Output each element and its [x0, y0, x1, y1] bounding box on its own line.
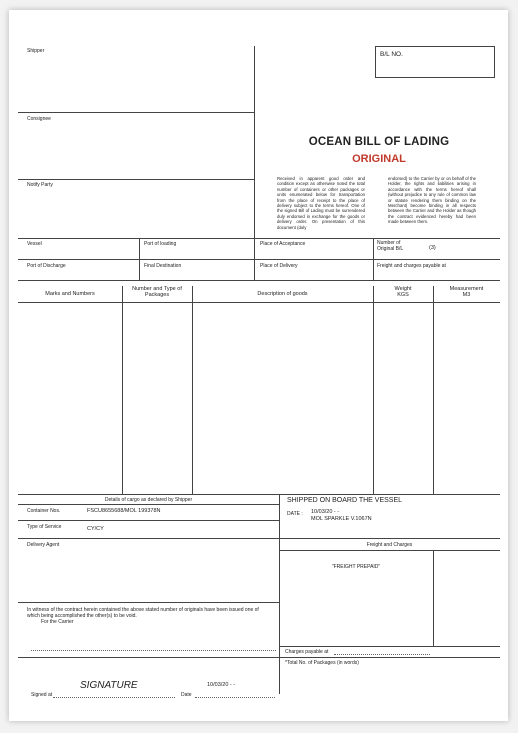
original-stamp: ORIGINAL: [352, 153, 406, 165]
col-packages-2: Packages: [144, 292, 170, 298]
footer-divider: [279, 494, 280, 694]
shipper-consignee-line: [18, 112, 254, 113]
goods-bottom-line: [18, 494, 500, 495]
number-originals-value: (3): [429, 245, 436, 251]
details-header: Details of cargo as declared by Shipper: [104, 497, 193, 503]
total-packages-label: *Total No. of Packages (in words): [285, 660, 359, 666]
carrier-dots: [31, 650, 276, 651]
board-date-label: DATE :: [287, 511, 303, 517]
service-line: [18, 538, 500, 539]
freight-charges-header: Freight and Charges: [366, 542, 413, 548]
bl-no-label: B/L NO.: [380, 51, 403, 58]
terms-right: endorsed) to the Carrier by or on behalf of the Holder, the rights and liabilities arising in accordance with the terms hereof shall (without prejudice to any rule of common law or statute rendering them binding on the Merchant) become binding in all respects between the Carrier and the Holder as though the contract evidenced hereby had been made between them.: [388, 176, 476, 225]
final-destination-label: Final Destination: [144, 263, 182, 269]
details-line: [18, 504, 279, 505]
bill-of-lading-sheet: [9, 10, 508, 721]
port-loading-label: Port of loading: [144, 241, 177, 247]
agent-line: [18, 602, 279, 603]
freight-col: [433, 550, 434, 646]
witness-line: [18, 657, 500, 658]
freight-header-line: [279, 550, 500, 551]
consignee-label: Consignee: [27, 116, 51, 122]
document-title: OCEAN BILL OF LADING: [308, 136, 450, 148]
vessel-label: Vessel: [27, 241, 42, 247]
col-measurement-2: M3: [462, 292, 471, 298]
col-description: Description of goods: [257, 291, 308, 297]
witness-line-3: For the Carrier: [41, 619, 74, 625]
sign-date-label: Date: [181, 692, 192, 698]
route-bottom-line: [18, 280, 500, 281]
col-packages-1: Number and Type of: [132, 286, 182, 292]
board-vessel-value: MOL SPARKLE V.1067N: [311, 516, 372, 522]
goods-header-line: [18, 302, 500, 303]
board-date-value: 10/03/20 - -: [311, 509, 340, 515]
port-discharge-label: Port of Discharge: [27, 263, 66, 269]
col-measurement-1: Measurement: [449, 286, 484, 292]
place-acceptance-label: Place of Acceptance: [260, 241, 306, 247]
service-type-label: Type of Service: [27, 524, 62, 530]
signed-at-dots: [53, 697, 175, 698]
col-weight-2: KGS: [397, 292, 409, 298]
route-col-3: [373, 238, 374, 280]
route-top-line: [18, 238, 500, 239]
terms-left: Received in apparent good order and condition except as otherwise noted the total number of containers or other packages or units enumerated below for transportation from the place of receipt to the place of delivery subject to the terms hereof. One of the signed Bill of Lading must be surrendered duly endorsed in exchange for the goods or delivery order. On presentation of this document (duly: [277, 176, 365, 230]
col-weight-1: Weight: [394, 286, 412, 292]
goods-col-2: [192, 286, 193, 494]
delivery-agent-label: Delivery Agent: [27, 542, 60, 548]
sign-date-value: 10/03/20 - -: [207, 682, 236, 688]
route-mid-line: [18, 259, 500, 260]
top-divider: [254, 46, 255, 248]
notify-party-label: Notify Party: [27, 182, 53, 188]
service-type-value: CY/CY: [87, 526, 104, 532]
shipped-on-board: SHIPPED ON BOARD THE VESSEL: [287, 497, 403, 504]
shipper-label: Shipper: [27, 48, 45, 54]
goods-col-3: [373, 286, 374, 494]
container-line: [18, 520, 279, 521]
goods-col-4: [433, 286, 434, 494]
signature[interactable]: SIGNATURE: [80, 680, 138, 691]
signed-at-label: Signed at: [31, 692, 53, 698]
col-marks-numbers: Marks and Numbers: [45, 291, 95, 297]
container-value: FSCU8655688/MOL 199378N: [87, 508, 161, 514]
number-originals-label-1: Number of: [377, 240, 401, 246]
witness-line-1: In witness of the contract herein contained the above stated number of originals have been issued one of: [27, 607, 259, 613]
goods-col-1: [122, 286, 123, 494]
consignee-notify-line: [18, 179, 254, 180]
place-delivery-label: Place of Delivery: [260, 263, 298, 269]
freight-payable-label: Freight and charges payable at: [377, 263, 446, 269]
charges-dots: [334, 654, 430, 655]
charges-payable-label: Charges payable at: [285, 649, 329, 655]
number-originals-label-2: Original B/L: [377, 246, 404, 252]
route-col-2: [254, 248, 255, 280]
route-col-1: [139, 238, 140, 280]
witness-line-2: which being accomplished the other(s) to be void.: [27, 613, 137, 619]
charges-line: [279, 646, 500, 647]
freight-prepaid: "FREIGHT PREPAID": [331, 564, 381, 570]
sign-date-dots: [195, 697, 275, 698]
container-label: Container Nos.: [27, 508, 61, 514]
